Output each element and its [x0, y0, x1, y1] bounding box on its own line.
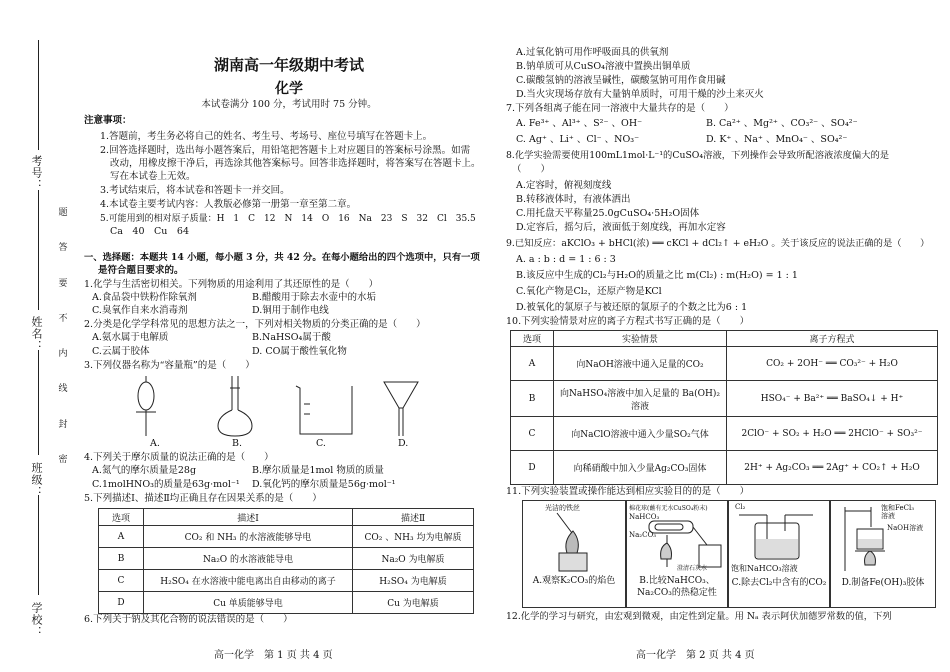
q3-apparatus-figure [114, 374, 474, 438]
q9-option-c: C.氧化产物是Cl₂，还原产物是KCl [516, 286, 662, 297]
q6-option-b: B.钠单质可从CuSO₄溶液中置换出铜单质 [516, 61, 691, 72]
q11-panel-c [728, 500, 830, 608]
table-cell: 2H⁺ + Ag₂CO₃ ══ 2Ag⁺ + CO₂↑ + H₂O [727, 451, 938, 485]
table-cell: B [99, 548, 144, 570]
q6-option-c: C.碳酸氢钠的溶液呈碱性，碳酸氢钠可用作食用碱 [516, 75, 726, 86]
class-line [38, 350, 39, 455]
table-cell: H₂SO₄ 为电解质 [353, 570, 474, 592]
table-cell: 向NaOH溶液中通入足量的CO₂ [554, 347, 727, 381]
q6-option-a: A.过氧化钠可用作呼吸面具的供氧剂 [516, 47, 669, 58]
table-row [511, 381, 938, 417]
notice-title: 注意事项： [84, 115, 132, 126]
table-cell: C [511, 417, 554, 451]
table-cell: H₂SO₄ 在水溶液中能电离出自由移动的离子 [144, 570, 353, 592]
seal-char: 封 [58, 419, 68, 430]
table-cell: C [99, 570, 144, 592]
table-row [99, 526, 474, 548]
q2-option-b: B.NaHSO₄属于酸 [252, 332, 331, 343]
table-cell: CO₂ + 2OH⁻ ══ CO₃²⁻ + H₂O [727, 347, 938, 381]
name-line [38, 190, 39, 310]
seal-char: 题 [58, 208, 68, 218]
separatory-funnel-icon [136, 376, 156, 436]
q1-option-b: B.醋酸用于除去水壶中的水垢 [252, 292, 377, 303]
q4-option-d: D.氧化钙的摩尔质量是56g·mol⁻¹ [252, 479, 396, 490]
q11-d-label: NaOH溶液 [887, 524, 924, 532]
notice-line: 写在本试卷上无效。 [110, 171, 196, 182]
table-cell: 向NaClO溶液中通入少量SO₂气体 [554, 417, 727, 451]
page-1-footer: 高一化学 第 1 页 共 4 页 [214, 650, 333, 661]
table-header: 选项 [511, 331, 554, 347]
table-header-row [511, 331, 938, 347]
q11-b-label: 棉花球(蘸有无水CuSO₄粉末) [629, 505, 708, 512]
gas-washing-bottle-icon [729, 501, 829, 563]
notice-line: 5.可能用到的相对原子质量：H 1 C 12 N 14 O 16 Na 23 S 32 Cl 35.5 [100, 214, 476, 224]
q2-option-c: C.云属于胶体 [92, 346, 150, 357]
q4-option-b: B.摩尔质量是1mol 物质的质量 [252, 465, 384, 476]
q11-b-label: NaHCO₃ [629, 513, 660, 521]
volumetric-flask-icon [218, 376, 252, 436]
table-cell: Cu 单质能够导电 [144, 592, 353, 614]
table-cell: 向稀硝酸中加入少量Ag₂CO₃固体 [554, 451, 727, 485]
q4-option-c: C.1molHNO₃的质量是63g·mol⁻¹ [92, 479, 240, 490]
q10-table [510, 330, 938, 485]
question-5: 5.下列描述Ⅰ、描述Ⅱ均正确且存在因果关系的是（ ） [84, 493, 322, 504]
q3-label-c: C. [316, 438, 326, 449]
seal-char: 线 [58, 384, 68, 395]
school-line [38, 495, 39, 595]
q1-option-c: C.臭氧作自来水消毒剂 [92, 305, 188, 316]
q6-option-d: D.当火灾现场存放有大量钠单质时，可用干燥的沙土来灭火 [516, 89, 764, 100]
notice-line: Ca 40 Cu 64 [110, 226, 189, 237]
table-cell: Na₂O 为电解质 [353, 548, 474, 570]
q11-panel-b [626, 500, 728, 608]
table-row [511, 451, 938, 485]
q11-b-label: Na₂CO₃ [629, 531, 657, 539]
question-12: 12.化学的学习与研究，由宏观到微观，由定性到定量。用 Nₐ 表示阿伏加德罗常数的值，下列 [506, 611, 892, 622]
section-1-heading: 一、选择题：本题共 14 小题，每小题 3 分，共 42 分。在每小题给出的四个选项中，只有一项 [84, 252, 480, 263]
question-8: 8.化学实验需要使用100mL1mol·L⁻¹的CuSO₄溶液，下列操作会导致所配溶液浓度偏大的是 [506, 150, 890, 161]
test-tube-setup-icon [627, 501, 727, 573]
table-row [511, 417, 938, 451]
q11-panel-d [830, 500, 936, 608]
table-cell: CO₂ 、NH₃ 均为电解质 [353, 526, 474, 548]
table-cell: D [99, 592, 144, 614]
question-11: 11.下列实验装置或操作能达到相应实验目的的是（ ） [506, 486, 750, 497]
question-3: 3.下列仪器名称为“容量瓶”的是（ ） [84, 360, 255, 371]
q8-option-d: D.定容后，摇匀后，液面低于刻度线，再加水定容 [516, 222, 726, 233]
q8-blank: （ ） [512, 164, 551, 175]
q8-option-b: B.转移液体时，有液体洒出 [516, 194, 631, 205]
q11-c-label: 饱和NaHCO₃溶液 [731, 564, 798, 573]
q1-option-d: D.铜用于制作电线 [252, 305, 329, 316]
subject-title: 化学 [275, 81, 303, 97]
question-6: 6.下列关于钠及其化合物的说法错误的是（ ） [84, 614, 293, 625]
q8-option-a: A.定容时，俯视刻度线 [516, 180, 612, 191]
table-header-row [99, 509, 474, 526]
table-row [99, 592, 474, 614]
table-cell: CO₂ 和 NH₃ 的水溶液能够导电 [144, 526, 353, 548]
name-label: 姓名： [30, 316, 43, 352]
q3-label-b: B. [232, 438, 243, 449]
table-cell: A [99, 526, 144, 548]
table-cell: A [511, 347, 554, 381]
table-cell: HSO₄⁻ + Ba²⁺ ══ BaSO₄↓ + H⁺ [727, 381, 938, 417]
table-header: 选项 [99, 509, 144, 526]
seal-char: 不 [58, 313, 68, 324]
q7-option-a: A. Fe³⁺ 、Al³⁺ 、S²⁻ 、OH⁻ [516, 118, 643, 129]
question-9: 9.已知反应：aKClO₃ + bHCl(浓) ══ cKCl + dCl₂↑ + eH₂O 。关于该反应的说法正确的是（ ） [506, 238, 930, 249]
q11-panel-a [522, 500, 626, 608]
seal-char: 答 [58, 243, 68, 254]
question-4: 4.下列关于摩尔质量的说法正确的是（ ） [84, 452, 274, 463]
school-label: 学校： [30, 602, 43, 638]
q8-option-c: C.用托盘天平称量25.0gCuSO₄·5H₂O固体 [516, 208, 700, 219]
beaker-icon [296, 386, 352, 434]
seal-line-text [56, 205, 70, 465]
bunsen-burner-icon [523, 501, 625, 573]
table-row [99, 570, 474, 592]
table-cell: D [511, 451, 554, 485]
table-row [99, 548, 474, 570]
question-7: 7.下列各组离子能在同一溶液中大量共存的是（ ） [506, 103, 734, 114]
table-header: 描述Ⅱ [353, 509, 474, 526]
table-header: 描述Ⅰ [144, 509, 353, 526]
q3-label-a: A. [150, 438, 160, 449]
table-header: 实验情景 [554, 331, 727, 347]
table-cell: B [511, 381, 554, 417]
q11-c-label: Cl₂ [735, 503, 746, 511]
table-cell: Na₂O 的水溶液能导电 [144, 548, 353, 570]
q11-a-label: 光洁的铁丝 [545, 504, 580, 512]
q11-d-label: 溶液 [881, 512, 895, 520]
seal-char: 密 [58, 454, 68, 465]
class-label: 班级： [30, 462, 43, 498]
table-cell: 向NaHSO₄溶液中加入足量的 Ba(OH)₂ 溶液 [554, 381, 727, 417]
q2-option-d: D. CO属于酸性氧化物 [252, 346, 347, 357]
exam-number-line [38, 40, 39, 150]
q11-caption-d: D.制备Fe(OH)₃胶体 [841, 578, 925, 588]
q11-d-label: 饱和FeCl₃ [881, 504, 915, 512]
notice-line: 2.回答选择题时，选出每小题答案后，用铅笔把答题卡上对应题目的答案标号涂黑。如需 [100, 145, 471, 156]
seal-char: 要 [58, 278, 68, 289]
page-2-footer: 高一化学 第 2 页 共 4 页 [636, 650, 755, 661]
notice-line: 4.本试卷主要考试内容：人教版必修第一册第一章至第二章。 [100, 199, 357, 210]
q11-caption-a: A.观察K₂CO₃的焰色 [532, 576, 616, 586]
funnel-icon [384, 382, 418, 436]
notice-line: 1.答题前，考生务必将自己的姓名、考生号、考场号、座位号填写在答题卡上。 [100, 131, 433, 142]
q7-option-b: B. Ca²⁺ 、Mg²⁺ 、CO₃²⁻ 、SO₄²⁻ [706, 118, 858, 129]
exam-number-label: 考号： [30, 155, 43, 191]
section-1-heading-cont: 是符合题目要求的。 [98, 265, 184, 276]
table-row [511, 347, 938, 381]
q4-option-a: A.氮气的摩尔质量是28g [92, 465, 197, 476]
q3-label-d: D. [398, 438, 409, 449]
question-2: 2.分类是化学学科常见的思想方法之一，下列对相关物质的分类正确的是（ ） [84, 319, 426, 330]
q11-caption-b: B.比较NaHCO₃、Na₂CO₃的热稳定性 [637, 576, 717, 598]
notice-line: 3.考试结束后，将本试卷和答题卡一并交回。 [100, 185, 290, 196]
q9-option-a: A. a : b : d = 1 : 6 : 3 [516, 254, 616, 265]
question-10: 10.下列实验情景对应的离子方程式书写正确的是（ ） [506, 316, 750, 327]
q11-b-label: 澄清石灰水 [677, 565, 708, 572]
heating-beaker-icon [831, 501, 935, 573]
table-header: 离子方程式 [727, 331, 938, 347]
table-cell: Cu 为电解质 [353, 592, 474, 614]
q2-option-a: A.氨水属于电解质 [92, 332, 169, 343]
binding-margin [0, 0, 80, 672]
seal-char: 内 [58, 349, 68, 360]
q7-option-d: D. K⁺ 、Na⁺ 、MnO₄⁻ 、SO₄²⁻ [706, 134, 848, 145]
q9-option-d: D.被氧化的氯原子与被还原的氯原子的个数之比为6 : 1 [516, 302, 748, 313]
question-1: 1.化学与生活密切相关。下列物质的用途利用了其还原性的是（ ） [84, 279, 379, 290]
notice-line: 改动，用橡皮擦干净后，再选涂其他答案标号。回答非选择题时，将答案写在答题卡上。 [110, 158, 481, 169]
exam-info: 本试卷满分 100 分，考试用时 75 分钟。 [201, 99, 377, 110]
q1-option-a: A.食品袋中铁粉作除氧剂 [92, 292, 197, 303]
exam-title: 湖南高一年级期中考试 [213, 56, 364, 74]
q9-option-b: B.该反应中生成的Cl₂与H₂O的质量之比 m(Cl₂) : m(H₂O) = 1 : 1 [516, 270, 798, 281]
q11-caption-c: C.除去Cl₂中含有的CO₂ [731, 578, 827, 588]
q7-option-c: C. Ag⁺ 、Li⁺ 、Cl⁻ 、NO₃⁻ [516, 134, 640, 145]
table-cell: 2ClO⁻ + SO₂ + H₂O ══ 2HClO⁻ + SO₃²⁻ [727, 417, 938, 451]
q5-table [98, 508, 474, 614]
